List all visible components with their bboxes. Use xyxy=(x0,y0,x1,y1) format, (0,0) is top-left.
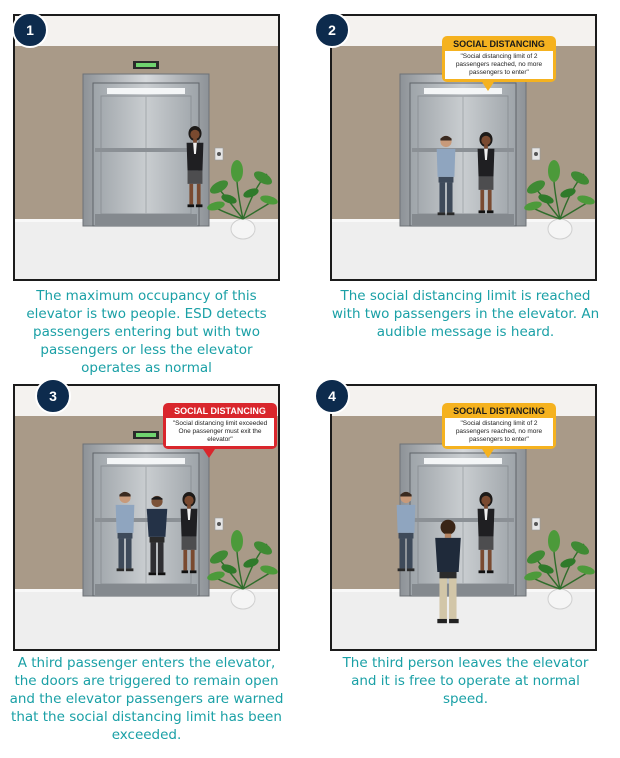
panel-1-frame xyxy=(13,14,280,281)
caption-1: The maximum occupancy of this elevator is two people. ESD detects passengers entering but with two passengers or less the elevator operates as normal xyxy=(26,288,267,376)
bubble-tail xyxy=(482,82,494,91)
bubble-title: SOCIAL DISTANCING xyxy=(453,406,545,416)
bubble-tail xyxy=(203,449,215,458)
bubble-frame xyxy=(163,403,277,449)
step-badge-2: 2 xyxy=(314,12,350,48)
bubble-tail xyxy=(482,449,494,458)
bubble-frame xyxy=(442,403,556,449)
step-badge-4: 4 xyxy=(314,378,350,414)
panel-1-illustration xyxy=(15,16,278,279)
caption-3: A third passenger enters the elevator, the doors are triggered to remain open and the elevator passengers are warned that the social distancing limit has been exceeded. xyxy=(9,655,284,743)
speech-bubble-3 xyxy=(163,403,277,458)
bubble-frame xyxy=(442,36,556,82)
step-badge-1: 1 xyxy=(12,12,48,48)
bubble-message: "Social distancing limit of 2 passengers reached, no more passengers to enter" xyxy=(445,51,553,79)
bubble-message: "Social distancing limit exceeded One passenger must exit the elevator" xyxy=(166,418,274,446)
step-badge-3: 3 xyxy=(35,378,71,414)
bubble-title: SOCIAL DISTANCING xyxy=(453,39,545,49)
caption-2: The social distancing limit is reached with two passengers in the elevator. An audible message is heard. xyxy=(331,288,600,340)
speech-bubble-4 xyxy=(442,403,556,458)
bubble-title: SOCIAL DISTANCING xyxy=(174,406,266,416)
speech-bubble-2 xyxy=(442,36,556,91)
caption-4: The third person leaves the elevator and it is free to operate at normal speed. xyxy=(342,655,589,707)
bubble-message: "Social distancing limit of 2 passengers reached, no more passengers to enter" xyxy=(445,418,553,446)
